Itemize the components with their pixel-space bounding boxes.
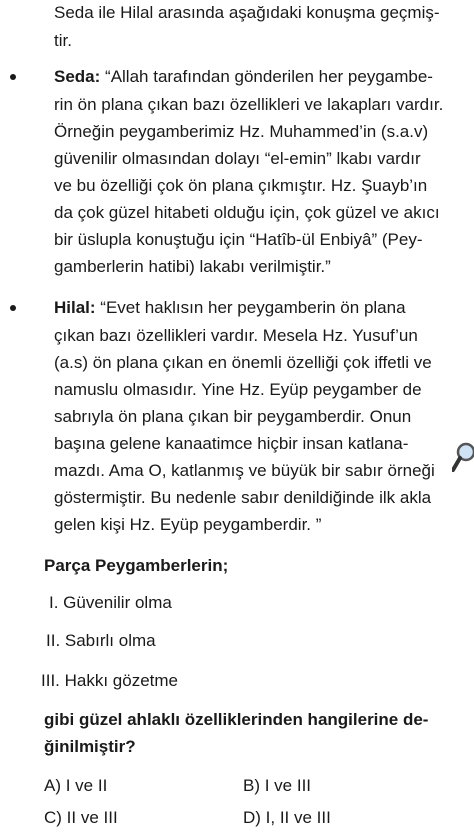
question-line-2: ğinilmiştir? <box>44 737 136 756</box>
speaker-seda: Seda: <box>54 67 101 86</box>
speaker-hilal: Hilal: <box>54 298 96 317</box>
hilal-line-6: mazdı. Ama O, katlanmış ve büyük bir sabır örneği <box>54 461 435 480</box>
statement-2: II. Sabırlı olma <box>46 631 156 650</box>
hilal-line-3: namuslu olmasıdır. Yine Hz. Eyüp peygamber de <box>54 380 422 399</box>
seda-line-7: gamberlerin hatibi) lakabı verilmiştir.” <box>54 257 331 276</box>
hilal-line-5: başına gelene kanaatimce hiçbir insan katlana- <box>54 434 409 453</box>
bullet-hilal <box>10 305 16 311</box>
seda-line-6: bir üslupla konuştuğu için “Hatîb-ül Enbiyâ” (Pey- <box>54 230 423 249</box>
seda-line-0: “Allah tarafından gönderilen her peygambe- <box>105 67 433 86</box>
seda-line-2: Örneğin peygamberimiz Hz. Muhammed’in (s.a.v) <box>54 122 429 141</box>
hilal-line-8: gelen kişi Hz. Eyüp peygamberdir. ” <box>54 515 322 534</box>
intro-line-1: Seda ile Hilal arasında aşağıdaki konuşma geçmiş- <box>54 3 440 22</box>
statement-3: III. Hakkı gözetme <box>41 671 178 690</box>
seda-line-4: ve bu özelliği çok ön plana çıkmıştır. Hz. Şuayb’ın <box>54 176 428 195</box>
option-a[interactable]: A) I ve II <box>44 776 108 795</box>
hilal-line-4: sabrıyla ön plana çıkan bir peygamberdir. Onun <box>54 407 412 426</box>
hilal-line-0: “Evet haklısın her peygamberin ön plana <box>100 298 406 317</box>
seda-line-5: da çok güzel hitabeti olduğu için, çok güzel ve akıcı <box>54 203 440 222</box>
seda-first-line <box>54 66 433 88</box>
seda-line-1: rin ön plana çıkan bazı özellikleri ve lakapları vardır. <box>54 95 444 114</box>
option-b[interactable]: B) I ve III <box>243 776 312 795</box>
hilal-line-7: göstermiştir. Bu nedenle sabır denildiğinde ilk akla <box>54 488 432 507</box>
option-d[interactable]: D) I, II ve III <box>243 808 331 827</box>
question-line-1: gibi güzel ahlaklı özelliklerinden hangilerine de- <box>44 710 429 729</box>
seda-line-3: güvenilir olmasından dolayı “el-emin” lkabı vardır <box>54 149 421 168</box>
question-stem: Parça Peygamberlerin; <box>44 556 229 575</box>
hilal-first-line <box>54 297 406 319</box>
option-c[interactable]: C) II ve III <box>44 808 118 827</box>
hilal-line-1: çıkan bazı özellikleri vardır. Mesela Hz. Yusuf’un <box>54 326 418 345</box>
hilal-line-2: (a.s) ön plana çıkan en önemli özelliği çok iffetli ve <box>54 353 432 372</box>
intro-line-2: tir. <box>54 31 72 50</box>
bullet-seda <box>10 74 16 80</box>
magnifier-icon[interactable] <box>452 440 474 476</box>
statement-1: I. Güvenilir olma <box>49 593 172 612</box>
